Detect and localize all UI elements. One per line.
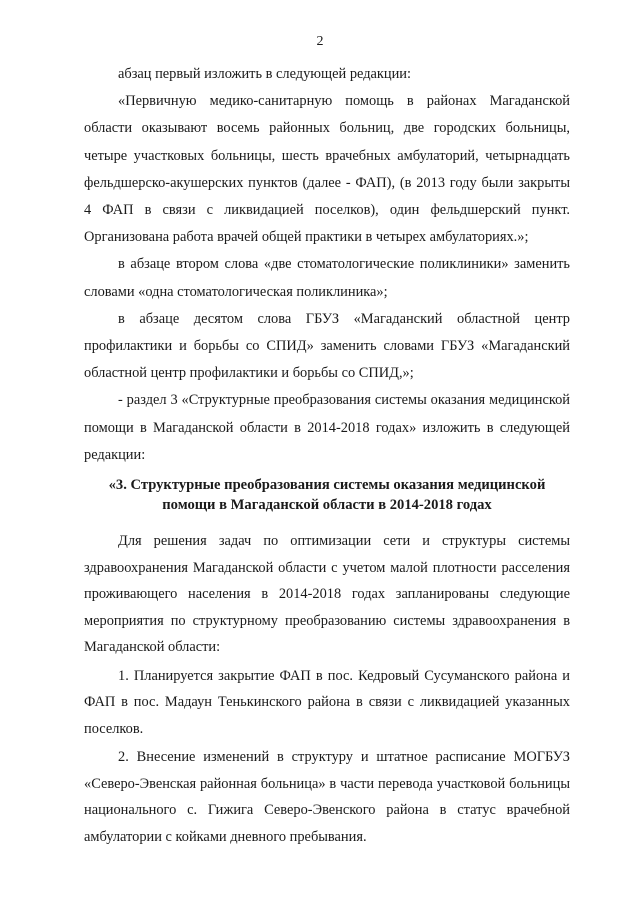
- paragraph-quoted-primary-care: «Первичную медико-санитарную помощь в районах Магаданской области оказывают восемь районных больниц, две городских больницы, четыре участковых больницы, шесть врачебных амбулаторий, четырнадцать фельдшерско-акушерских пунктов (далее - ФАП), (в 2013 году были закрыты 4 ФАП в связи с ликвидацией поселков), один фельдшерский пункт. Организована работа врачей общей практики в четырех амбулаториях.»;: [84, 93, 570, 246]
- paragraph-instruction-first: абзац первый изложить в следующей редакции:: [118, 66, 412, 82]
- paragraph-tenth-abzac: в абзаце десятом слова ГБУЗ «Магаданский областной центр профилактики и борьбы со СПИД» заменить словами ГБУЗ «Магаданский областной центр профилактики и борьбы со СПИД,»;: [84, 310, 570, 382]
- paragraph-section-three-intro: - раздел 3 «Структурные преобразования системы оказания медицинской помощи в Магаданской области в 2014-2018 годах» изложить в следующей редакции:: [84, 392, 570, 463]
- paragraph-item-two: 2. Внесение изменений в структуру и штатное расписание МОГБУЗ «Северо-Эвенская районная больница» в части перевода участковой больницы национального с. Гижига Северо-Эвенского района в статус врачебной амбулатории с койками дневного пребывания.: [84, 749, 570, 845]
- page-number: 2: [316, 34, 324, 49]
- section-heading: «3. Структурные преобразования системы оказания медицинской помощи в Магаданской области в 2014-2018 годах: [108, 477, 546, 514]
- paragraph-second-abzac: в абзаце втором слова «две стоматологические поликлиники» заменить словами «одна стоматологическая поликлиника»;: [84, 256, 570, 300]
- paragraph-optimization: Для решения задач по оптимизации сети и структуры системы здравоохранения Магаданской области с учетом малой плотности расселения проживающего населения в 2014-2018 годах запланированы следующие мероприятия по структурному преобразованию системы здравоохранения в Магаданской области:: [84, 533, 570, 656]
- paragraph-item-one: 1. Планируется закрытие ФАП в пос. Кедровый Сусуманского района и ФАП в пос. Мадаун Тенькинского района в связи с ликвидацией указанных поселков.: [84, 667, 570, 737]
- document-body: [84, 61, 570, 850]
